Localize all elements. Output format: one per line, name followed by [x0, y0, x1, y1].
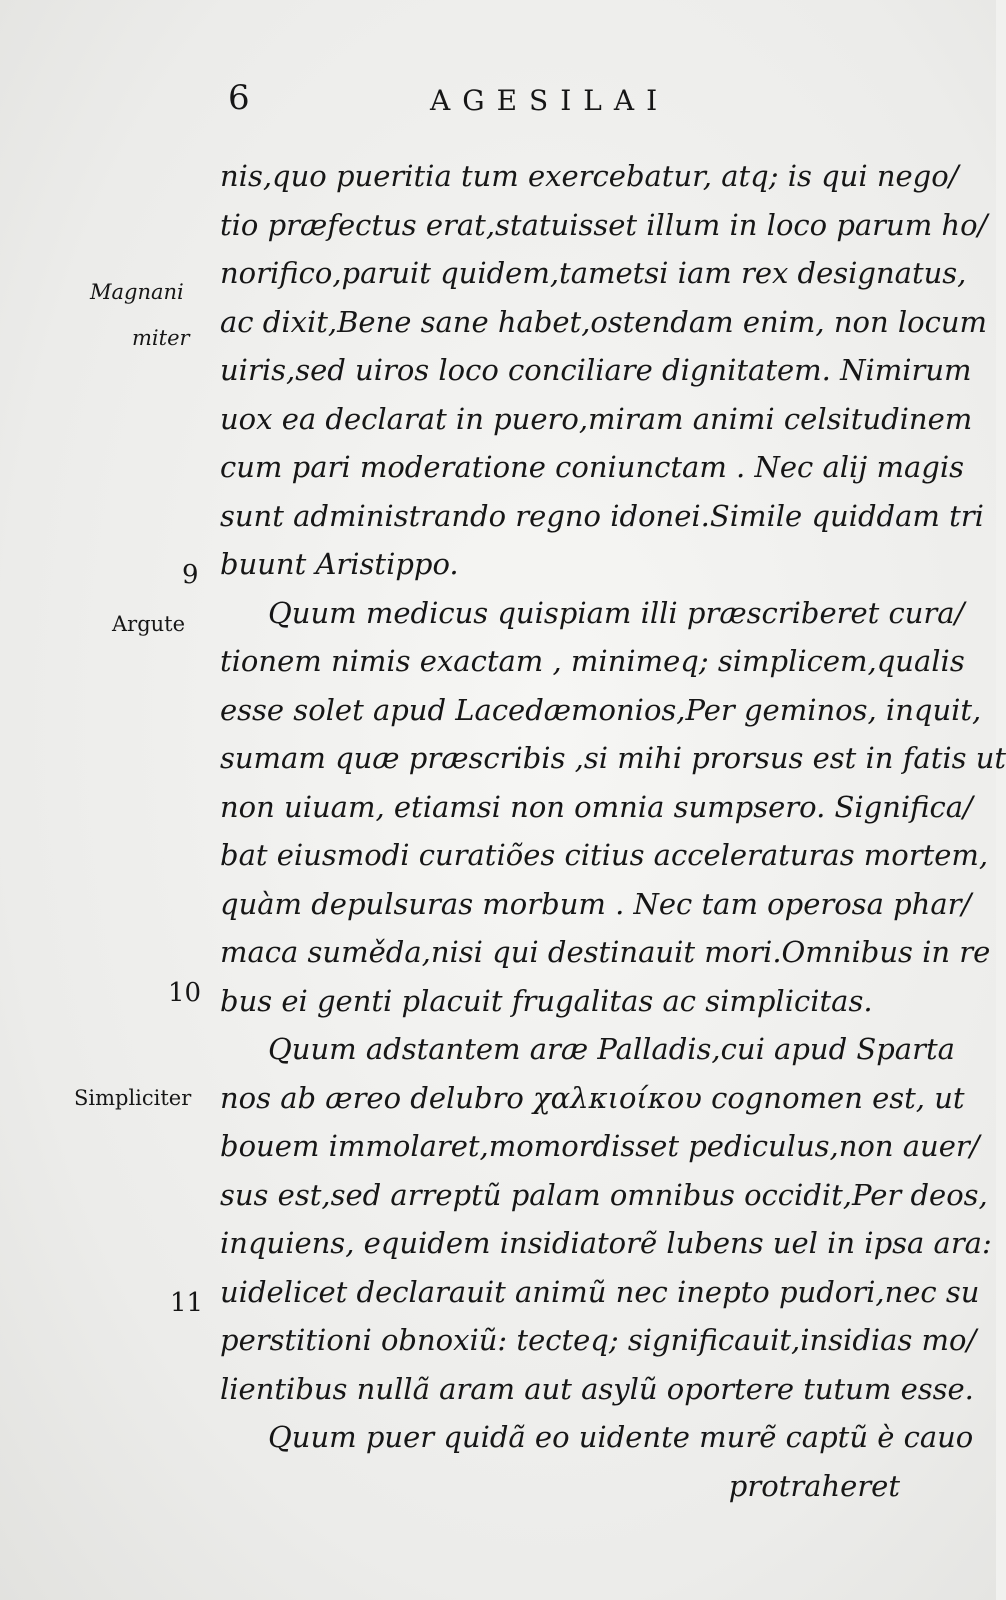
paragraph-start-line: Quum medicus quispiam illi præscriberet cura/ [268, 595, 965, 630]
running-title: AGESILAI [430, 84, 670, 117]
section-number-11: 11 [170, 1288, 204, 1318]
text-line: lientibus nullã aram aut asylũ oportere tutum esse. [220, 1371, 974, 1406]
text-line: buunt Aristippo. [220, 547, 459, 581]
text-line: nis,quo pueritia tum exercebatur, atq; is qui nego/ [220, 159, 959, 193]
text-line: bouem immolaret,momordisset pediculus,non auer/ [220, 1129, 980, 1163]
text-line: non uiuam, etiamsi non omnia sumpsero. Significa/ [220, 789, 973, 824]
text-line: perstitioni obnoxiũ: tecteq; significauit,insidias mo/ [220, 1323, 977, 1357]
text-line: uidelicet declarauit animũ nec inepto pudori,nec su [220, 1274, 980, 1309]
text-line: inquiens, equidem insidiatorẽ lubens uel in ipsa ara: [220, 1226, 992, 1260]
text-line: cum pari moderatione coniunctam . Nec alij magis [220, 450, 965, 484]
section-number-9: 9 [182, 560, 199, 590]
section-number-10: 10 [168, 978, 202, 1008]
body-text [220, 152, 1006, 1510]
text-line: uox ea declarat in puero,miram animi celsitudinem [220, 401, 973, 436]
margin-note-magnanimiter-2: miter [132, 326, 190, 350]
margin-note-argute: Argute [112, 612, 186, 636]
paragraph-start-line: Quum adstantem aræ Palladis,cui apud Sparta [268, 1032, 955, 1066]
paragraph-start-line: Quum puer quidã eo uidente murẽ captũ è cauo [268, 1420, 974, 1454]
text-line: uiris,sed uiros loco conciliare dignitatem. Nimirum [220, 353, 972, 387]
text-line: tionem nimis exactam , minimeq; simplicem,qualis [220, 644, 965, 678]
text-line: norifico,paruit quidem,tametsi iam rex designatus, [220, 256, 967, 290]
text-line: sumam quæ præscribis ,si mihi prorsus est in fatis ut [220, 741, 1006, 775]
text-line: esse solet apud Lacedæmonios,Per geminos, inquit, [220, 692, 982, 727]
text-line: bus ei genti placuit frugalitas ac simplicitas. [220, 983, 873, 1018]
text-line: maca suměda,nisi qui destinauit mori.Omnibus in re [220, 935, 991, 969]
page-number: 6 [228, 78, 250, 118]
catchword-line: protraheret [728, 1468, 900, 1503]
text-line: sus est,sed arreptũ palam omnibus occidit,Per deos, [220, 1177, 988, 1212]
text-line: nos ab æreo delubro χαλκιοίκου cognomen est, ut [220, 1080, 965, 1115]
text-line: tio præfectus erat,statuisset illum in loco parum ho/ [220, 207, 988, 242]
page-header [222, 76, 822, 126]
text-line: ac dixit,Bene sane habet,ostendam enim, non locum [220, 304, 988, 339]
margin-note-simpliciter: Simpliciter [74, 1086, 192, 1110]
text-line: bat eiusmodi curatiões citius acceleraturas mortem, [220, 838, 989, 872]
text-line: quàm depulsuras morbum . Nec tam operosa phar/ [220, 886, 972, 921]
text-line: sunt administrando regno idonei.Simile quiddam tri [220, 498, 984, 533]
margin-note-magnanimiter-1: Magnani [90, 280, 184, 304]
